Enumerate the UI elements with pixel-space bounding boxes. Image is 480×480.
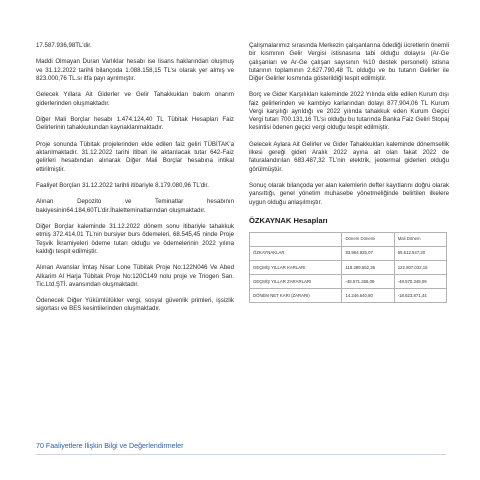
table-row	[250, 275, 447, 289]
table-header-cell: Mali Dönem	[394, 233, 446, 247]
table-cell: 83.964.925,07	[342, 247, 394, 261]
section-title: ÖZKAYNAK Hesapları	[249, 215, 328, 225]
paragraph: Alınan Depozito ve Teminatlar hesabının bakiyesinin64.184,60TL’dir.İhaletteminatlarından oluşmaktadır.	[36, 198, 234, 214]
table-cell: -48.571.268,09	[342, 275, 394, 289]
table-cell: DÖNEM NET KARI (ZARARI)	[250, 289, 342, 303]
paragraph: Ödenecek Diğer Yükümlülükler vergi, sosyal güvenlik primleri, işsizlik sigortası ve BES kesintilerinden oluşmaktadır.	[36, 297, 234, 313]
paragraph: 17.587.936,98TL’dir.	[36, 42, 92, 49]
page-footer: 70 Faaliyetlere İlişkin Bilgi ve Değerlendirmeler	[36, 442, 184, 450]
table-cell: 55.612.547,20	[394, 247, 446, 261]
table-cell: ÖZKAYNAKLAR	[250, 247, 342, 261]
paragraph: Maddi Olmayan Duran Varlıklar hesabı ise lisans haklarından oluşmuş ve 31.12.2022 tarihli bilançoda 1.088.158,15 TL’sı olarak yer almış ve 823.000,76 TL.sı itfa payı ayrılmıştır.	[36, 58, 234, 82]
table-row	[250, 289, 447, 303]
table-cell: -18.623.871,44	[394, 289, 446, 303]
paragraph: Sonuç olarak bilançoda yer alan kalemlerin defter kayıtlarını doğru olarak yansıttığı, genel yönetim muhasebe yönetmeliğinde belirtilen ilkelere uygun olduğu anlaşılmıştır.	[249, 182, 449, 206]
paragraph: Diğer Mali Borçlar hesabı 1.474.124,40 TL Tübitak Hesapları Faiz Gelirlerinin tahakkukundan kaynaklanmaktadır.	[36, 116, 234, 132]
paragraph: Faaliyet Borçları 31.12.2022 tarihli itibariyle 8.179.080,96 TL’dir.	[36, 181, 209, 189]
table-header-cell	[250, 233, 342, 247]
paragraph: Çalışmalarımız sırasında Merkezin çalışanlarına ödediği ücretlerin önemli bir kısmının Gelir Vergisi istisnasına tabi olduğu dolayısı (Ar-Ge çalışanları ve Ar-Ge çalışan sayısının %10 destek personeli) istisna tutarının toplamının 2.627.790,48 TL olduğu ve bu tutarın Gelirler ile Diğer Gelirler kısmında gösterildiği tespit edilmiştir.	[249, 42, 449, 82]
equity-table	[249, 232, 447, 303]
paragraph: Alınan Avanslar İmtaş Nisar Lone Tübitak Proje No:122N046 Ve Abed Alkarim Al Harja Tübitak Proje No:120C149 nolu proje ve Triogen San. Tic.Ltd.ŞTİ. avansından oluşmaktadır.	[36, 264, 234, 288]
table-cell: GEÇMİŞ YILLAR ZARARLARI	[250, 275, 342, 289]
table-row	[250, 261, 447, 275]
table-header-cell: Dönem Dönemi	[342, 233, 394, 247]
paragraph: Proje sonunda Tübitak projelerinden elde edilen faiz geliri TÜBİTAK’a aktarılmaktadır. 31.12.2022 tarihi itibari ile aktarılacak tutar 642-Faiz gelirleri hesabından alınarak Diğer Mali Borçlar hesabına intikal ettirilmiştir.	[36, 140, 234, 173]
left-column	[36, 42, 234, 322]
paragraph: Borç ve Gider Karşılıkları kaleminde 2022 Yılında elde edilen Kurum dışı faiz gelirlerinden ve kambiyo karlarından dolayı 877.904,06 TL Kurum Vergi karşılığı ayrıldığı ve 2022 yılında tahakkuk eden Kurum Geçici Vergi tutarı 700.131,16 TL’sı olduğu bu tutarında Banka Faiz Geliri Stopaj kesintisi ödenen geçici vergi olduğu tespit edilmiştir.	[249, 91, 449, 132]
table-cell: GEÇMİŞ YILLAR KARLARI	[250, 261, 342, 275]
paragraph: Gelecek Yıllara Ait Giderler ve Gelir Tahakkukları bakım onarım giderlerinden oluşmaktadır.	[36, 91, 234, 107]
table-cell: -48.570.348,09	[394, 275, 446, 289]
footer-divider	[36, 454, 446, 455]
table-row	[250, 247, 447, 261]
table-cell: 118.289.552,36	[342, 261, 394, 275]
paragraph: Diğer Borçlar kaleminde 31.12.2022 dönem sonu itibariyle tahakkuk etmiş 372.414,01 TL’nin bursiyer burs ödemeleri, 68.545,45 ninde Proje Teşvik İkramiyeleri ödeme tutarı olduğu ve ödemelerinin 2022 yılına kaldığı tespit edilmiştir.	[36, 223, 234, 255]
table-header-row	[250, 233, 447, 247]
table-cell: 122.807.032,15	[394, 261, 446, 275]
table-cell: 14.246.640,80	[342, 289, 394, 303]
right-column	[249, 42, 449, 303]
paragraph: Gelecek Aylara Ait Gelirler ve Gider Tahakkukları kaleminde dönemsellik ilkesi gereği gideri Aralık 2022 ayına ait olan fakat 2022 de faturalandırılan 683.487,32 TL’nin elektrik, jeotermal giderleri olduğu görülmüştür.	[249, 140, 449, 173]
